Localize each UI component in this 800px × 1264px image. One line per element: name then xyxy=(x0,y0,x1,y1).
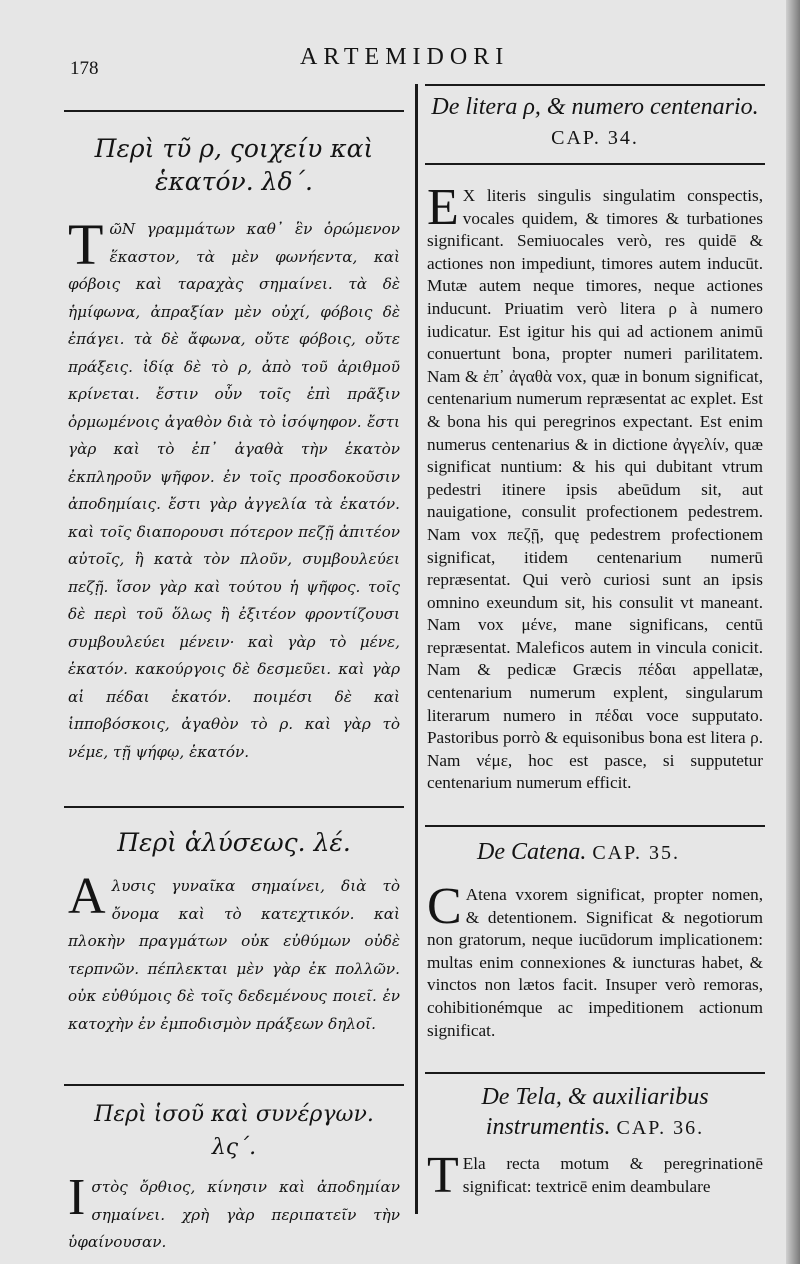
latin-heading-34 xyxy=(425,92,765,153)
greek-text-36: στὸς ὄρθιος, κίνησιν καὶ ἀποδημίαν σημαίνει. χρὴ γὰρ περιπατεῖν τὴν ὑφαίνουσαν. xyxy=(68,1178,400,1251)
greek-heading-34: Περὶ τῦ ρ, ςοιχείυ καὶ ἑκατόν. λδ΄. xyxy=(94,134,374,196)
latin-heading-36 xyxy=(425,1082,765,1143)
drop-cap: E xyxy=(427,179,459,236)
drop-cap: Α xyxy=(68,868,106,925)
latin-heading-35 xyxy=(477,837,765,868)
greek-heading-36: Περὶ ἱσοῦ καὶ συνέργων. λς΄. xyxy=(94,1102,374,1160)
latin-heading-34-cap: CAP. 34. xyxy=(551,127,639,149)
latin-heading-34-title: De litera ρ, & numero centenario. xyxy=(431,94,759,120)
column-divider xyxy=(415,84,418,1214)
latin-heading-36-cap: CAP. 36. xyxy=(616,1117,705,1140)
greek-paragraph-36 xyxy=(68,1169,400,1257)
section-rule xyxy=(64,806,404,808)
latin-paragraph-34 xyxy=(427,179,763,795)
latin-paragraph-36 xyxy=(427,1147,763,1205)
latin-heading-35-cap: CAP. 35. xyxy=(592,842,681,865)
latin-heading-36-title: De Tela, & auxiliaribus instrumentis. xyxy=(481,1084,709,1141)
section-rule xyxy=(425,825,765,827)
greek-heading-35: Περὶ ἁλύσεως. λέ. xyxy=(117,828,351,857)
drop-cap: Τ xyxy=(68,212,104,277)
latin-text-36: Ela recta motum & peregrinationē significat: textricē enim deambulare xyxy=(462,1154,763,1196)
section-rule xyxy=(425,84,765,86)
greek-column xyxy=(64,92,404,1257)
section-rule xyxy=(64,110,404,112)
drop-cap: C xyxy=(427,878,462,936)
greek-text-34: ῶΝ γραμμάτων καθ᾽ ἓν ὁρώμενον ἕκαστον, τὰ μὲν φωνήεντα, καὶ φόβοις καὶ ταραχὰς σημαίνει. τὰ δὲ ἡμίφωνα, ἀπραξίαν μὲν οὐχί, φόβοις δὲ ἐπάγει. τὰ δὲ ἄφωνα, οὔτε φόβοις, οὔτε πράξεις. ἰδίᾳ δὲ τὸ ρ, ἀπὸ τοῦ ἀριθμοῦ κρίνεται. ἔστιν οὖν τοῖς ἐπὶ πρᾶξιν ὁρμωμένοις ἀγαθὸν διὰ τὸ ἰσόψηφον. ἔστι γὰρ καὶ τὸ ἐπ᾽ ἀγαθὰ τὴν ἑκατὸν ἐκπληροῦν ψῆφον. ἐν τοῖς προσδοκοῦσιν ἀποδημίαις. ἔστι γὰρ ἀγγελία τὰ ἑκατόν. καὶ τοῖς διαπορουσι πότερον πεζῇ ἀπιτέον αὐτοῖς, ἢ κατὰ τὸν πλοῦν, συμβουλεύει πεζῇ. ἴσον γὰρ καὶ τούτου ἡ ψῆφος. τοῖς δὲ περὶ τοῦ ὅλως ἢ ἐξιτέον φροντίζουσι συμβουλεύει μένειν· καὶ γὰρ τὸ μένε, ἑκατόν. κακούργοις δὲ δεσμεῦει. καὶ γὰρ αἱ πέδαι ἑκατόν. ποιμέσι δὲ καὶ ἱπποβόσκοις, ἀγαθὸν τὸ ρ. καὶ γὰρ τὸ νέμε, τῇ ψήφῳ, ἑκατόν. xyxy=(68,220,400,761)
greek-paragraph-34 xyxy=(68,212,400,766)
latin-column xyxy=(425,84,765,1205)
drop-cap: T xyxy=(427,1147,459,1205)
greek-paragraph-35 xyxy=(68,868,400,1038)
latin-text-34: X literis singulis singulatim conspectis, vocales quidem, & timores & turbationes significant. Semiuocales verò, res quidē & actiones non impediunt, timores autem inducūt. Mutæ autem neque timores, neque actiones inducunt. Priuatim verò litera ρ à numero iudicatur. Est igitur his qui ad actionem animū conuertunt bona, propter numeri parilitatem. Nam & ἐπ᾽ ἀγαθὰ vox, quæ in bonum significat, centenarium numerum repræsentat ac explet. Est & bona his qui peregrinos expectant. Est enim numerus centenarius & in dictione ἀγγελίν, quæ significat nuntium: & his qui dubitant vtrum pedestri itinere ipsis abeūdum sit, aut nauigatione, consulit profectionem pedestrem. Nam vox πεζῇ, quę pedestrem profectionem significat, itidem centenarium numerū repræsentat. Qui verò curiosi sunt an ipsis omnino exeundum sit, his consulit vt maneant. Nam vox μένε, mane significans, centū repræsentat. Maleficos autem in vincula conicit. Nam & pedicæ Græcis πέδαι appellatæ, centenarium numerum explent, singularum literarum numero in πέδαι voce supputato. Pastoribus porrò & equisonibus bona est litera ρ. Nam νέμε, hoc est pasce, si supputetur centenarium numerum efficit. xyxy=(427,186,763,793)
section-rule xyxy=(425,1072,765,1074)
page-number: 178 xyxy=(70,58,99,79)
latin-text-35: Atena vxorem significat, propter nomen, & detentionem. Significat & negotiorum non gratorum, neque iucūdorum implicationem: multas enim connexiones & iuncturas habet, & vinctos non lætos facit. Insuper verò remoras, cohibitionémque ac impeditionem actionum significat. xyxy=(427,885,763,1040)
section-rule xyxy=(64,1084,404,1086)
page-edge-shadow xyxy=(786,0,800,1264)
latin-paragraph-35 xyxy=(427,878,763,1042)
latin-heading-35-title: De Catena. xyxy=(477,839,587,866)
drop-cap: Ι xyxy=(68,1169,86,1226)
section-rule xyxy=(425,163,765,165)
running-head: ARTEMIDORI xyxy=(300,44,510,70)
greek-text-35: λυσις γυναῖκα σημαίνει, διὰ τὸ ὄνομα καὶ τὸ κατεχτικόν. καὶ πλοκὴν πραγμάτων οὐκ εὐθύμων οὐδὲ τερπνῶν. πέπλεκται μὲν γὰρ ἐκ πολλῶν. οὐκ εὐθύμοις δὲ τοῖς δεδεμένους ποιεῖ. ἐν κατοχὴν ἐν ἐμποδισμὸν πράξεων δηλοῖ. xyxy=(68,877,400,1033)
